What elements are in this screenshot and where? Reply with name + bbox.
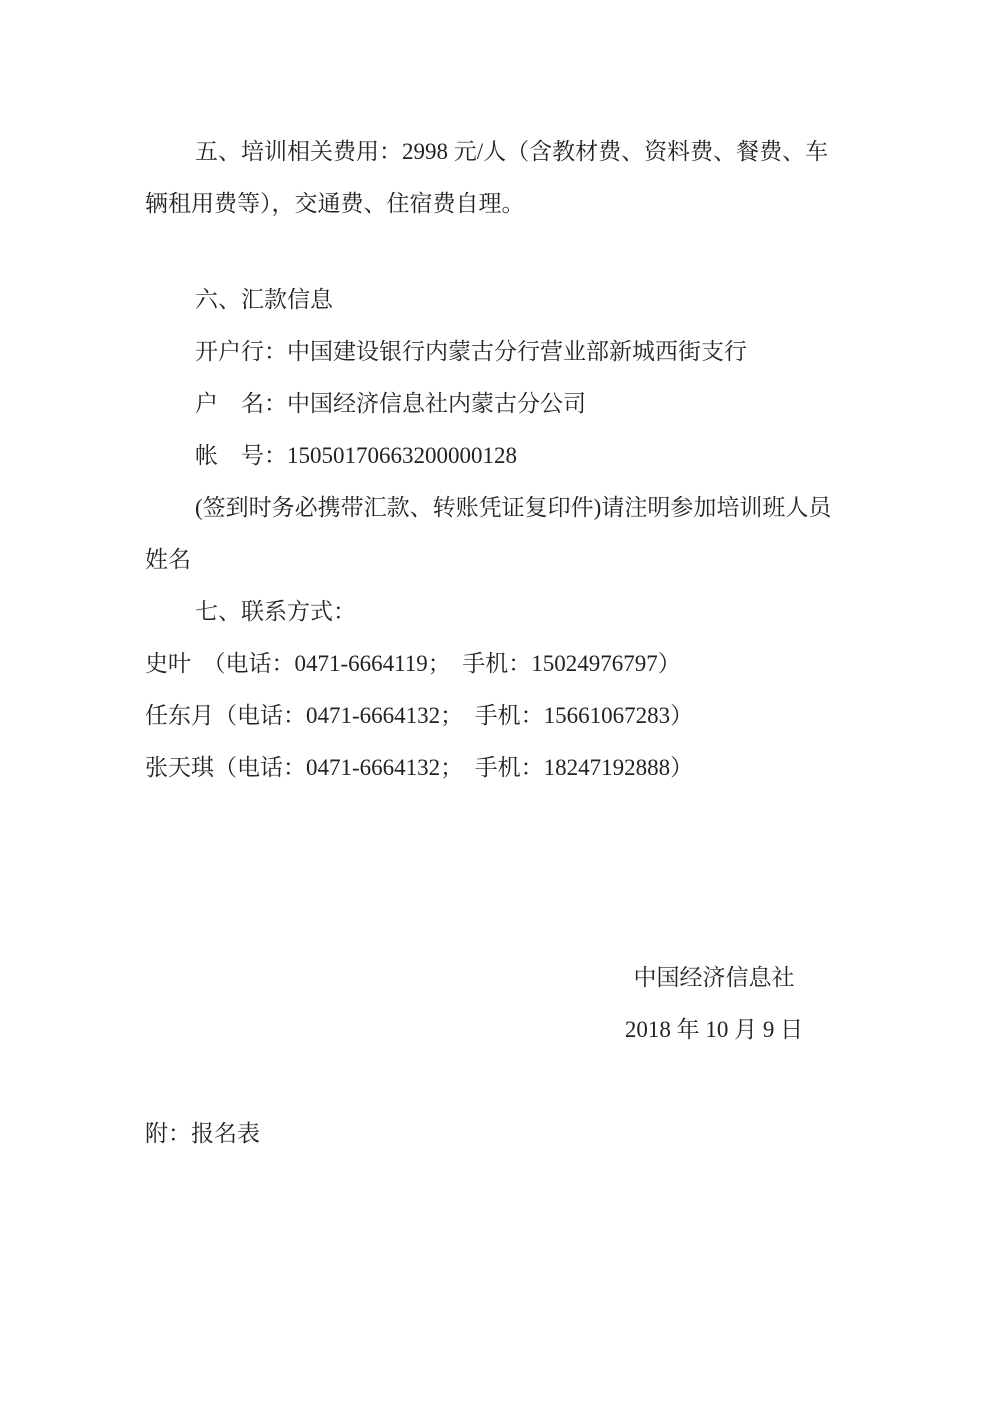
- document-content: [145, 126, 845, 1160]
- signature-block: [583, 952, 845, 1056]
- signature-organization: 中国经济信息社: [633, 965, 795, 990]
- remittance-heading: 六、汇款信息: [195, 287, 333, 312]
- fees-line-1: 五、培训相关费用：2998 元/人（含教材费、资料费、餐费、车: [195, 139, 829, 164]
- contacts-heading: 七、联系方式：: [195, 599, 356, 624]
- remittance-section: [145, 274, 845, 586]
- signature-date: 2018 年 10 月 9 日: [624, 1017, 804, 1042]
- contact-line: 张天琪（电话：0471-6664132； 手机：18247192888）: [145, 755, 694, 780]
- remittance-note-line-1: (签到时务必携带汇款、转账凭证复印件)请注明参加培训班人员: [195, 495, 832, 520]
- remittance-note-line-2: 姓名: [145, 547, 191, 572]
- contact-line: 任东月（电话：0471-6664132； 手机：15661067283）: [145, 703, 694, 728]
- account-name-line: 户 名：中国经济信息社内蒙古分公司: [195, 391, 586, 416]
- account-number-line: 帐 号：15050170663200000128: [195, 443, 517, 468]
- contact-line: 史叶 （电话：0471-6664119； 手机：15024976797）: [145, 651, 681, 676]
- contacts-section: [145, 586, 845, 794]
- fees-paragraph: [145, 126, 845, 230]
- bank-line: 开户行：中国建设银行内蒙古分行营业部新城西街支行: [195, 339, 747, 364]
- fees-line-2: 辆租用费等），交通费、住宿费自理。: [145, 191, 525, 216]
- attachment-note: 附：报名表: [145, 1121, 260, 1146]
